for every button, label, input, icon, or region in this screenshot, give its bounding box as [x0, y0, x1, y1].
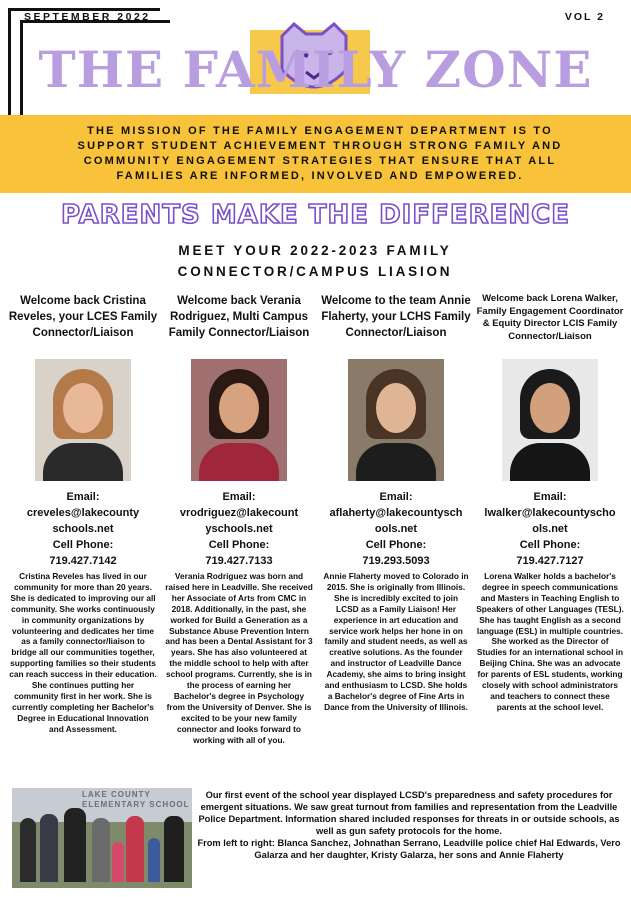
- connector-bio: Verania Rodriguez was born and raised here in Leadville. She received her Associate of Arts from CMC in 2018. Additionally, in the past, she worked for Build a Generation as a Substance Abuse Prevention Intern and has been a Dental Assistant for 3 years. She has also volunteered at the middle school to help with after school programs. Currently, she is in the process of earning her Bachelor's degree in Psychology from the University of Denver. She is excited to be your new family connector and looks forward to working with all of you.: [165, 571, 313, 745]
- event-group-photo: [12, 788, 192, 888]
- connector-bio: Cristina Reveles has lived in our community for more than 20 years. She is dedicated to improving our all community. She works continuously in community organizations by volunteering and dedicates her time as a family connector/liaison to bridge all our communities together, supporting families so their students can reach success in their education. She continues putting her community first in her work. She is currently completing her Bachelor's Degree in Educational Innovation and Assessment.: [9, 571, 157, 734]
- email-address[interactable]: vrodriguez@lakecount yschools.net: [179, 507, 299, 535]
- event-description: [194, 789, 624, 861]
- connector-card: [7, 293, 159, 735]
- email-address[interactable]: lwalker@lakecountyscho ols.net: [484, 507, 616, 535]
- school-sign-text: LAKE COUNTY ELEMENTARY SCHOOL: [82, 790, 190, 809]
- connector-bio: Lorena Walker holds a bachelor's degree in speech communications and Masters in Teaching English to Speakers of other Languages (TESL). She has taught English as a second language (ESL) in multiple countries. She worked as the Director of Studies for an international school in Beijing China. She was an advocate for parents of ESL students, working closely with school administrators and teachers to connect these parents at the school level.: [476, 571, 624, 712]
- connector-photo: [35, 359, 131, 481]
- event-summary: Our first event of the school year displayed LCSD's preparedness and safety procedures for emergent situations. We saw great turnout from families and representation from the Leadville Police Department. Information shared included responses for threats in or outside schools, as well as gun safety protocols for the home.: [198, 790, 620, 836]
- email-address[interactable]: aflaherty@lakecountysch ools.net: [329, 507, 463, 535]
- connector-photo: [348, 359, 444, 481]
- issue-date: SEPTEMBER 2022: [24, 11, 151, 23]
- phone-label: Cell Phone:: [519, 539, 581, 551]
- email-label: Email:: [379, 491, 413, 503]
- phone-label: Cell Phone:: [208, 539, 270, 551]
- phone-number: 719.427.7127: [516, 555, 584, 567]
- email-label: Email:: [222, 491, 256, 503]
- connector-photo: [502, 359, 598, 481]
- phone-number: 719.427.7133: [205, 555, 273, 567]
- phone-number: 719.293.5093: [362, 555, 430, 567]
- contact-block: [320, 489, 472, 569]
- connector-card: [163, 293, 315, 746]
- phone-label: Cell Phone:: [52, 539, 114, 551]
- email-address[interactable]: creveles@lakecounty schools.net: [26, 507, 140, 535]
- contact-block: [474, 489, 626, 569]
- email-label: Email:: [66, 491, 100, 503]
- phone-number: 719.427.7142: [49, 555, 117, 567]
- phone-label: Cell Phone:: [365, 539, 427, 551]
- connector-photo: [191, 359, 287, 481]
- connector-card: [320, 293, 472, 713]
- email-label: Email:: [533, 491, 567, 503]
- mission-statement: THE MISSION OF THE FAMILY ENGAGEMENT DEPARTMENT IS TO SUPPORT STUDENT ACHIEVEMENT THROUGH STRONG FAMILY AND COMMUNITY ENGAGEMENT STRATEGIES THAT ENSURE THAT ALL FAMILIES ARE INFORMED, INVOLVED AND EMPOWERED.: [77, 125, 563, 182]
- event-caption: From left to right: Blanca Sanchez, Johnathan Serrano, Leadville police chief Hal Edwards, Vero Galarza and her daughter, Kristy Galarza, her sons and Annie Flaherty: [197, 838, 621, 860]
- connector-welcome: Welcome back Verania Rodriguez, Multi Campus Family Connector/Liaison: [168, 295, 310, 339]
- headline: PARENTS MAKE THE DIFFERENCE: [60, 200, 571, 230]
- contact-block: [163, 489, 315, 569]
- connector-welcome: Welcome back Lorena Walker, Family Engagement Coordinator & Equity Director LCIS Family Connector/Liaison: [476, 293, 624, 342]
- connector-welcome: Welcome back Cristina Reveles, your LCES Family Connector/Liaison: [8, 295, 158, 339]
- meet-heading: [110, 240, 520, 282]
- connector-welcome: Welcome to the team Annie Flaherty, your LCHS Family Connector/Liaison: [321, 295, 471, 339]
- meet-heading-line: CONNECTOR/CAMPUS LIASION: [177, 264, 453, 279]
- connector-card: [474, 293, 626, 713]
- newsletter-title: THE FAMILY ZONE: [38, 40, 593, 99]
- contact-block: [7, 489, 159, 569]
- connector-bio: Annie Flaherty moved to Colorado in 2015. She is originally from Illinois. She is incredibly excited to join LCSD as a Family Liaison! Her experience in art education and service work helps her hone in on family and student needs, as well as creative solutions. As the founder and instructor of Leadville Dance Academy, she aims to bring insight and enthusiasm to LCSD. She holds a Bachelor's degree of Fine Arts in Dance from the University of Illinois.: [323, 571, 469, 712]
- volume-number: VOL 2: [564, 11, 605, 23]
- meet-heading-line: MEET YOUR 2022-2023 FAMILY: [178, 243, 452, 258]
